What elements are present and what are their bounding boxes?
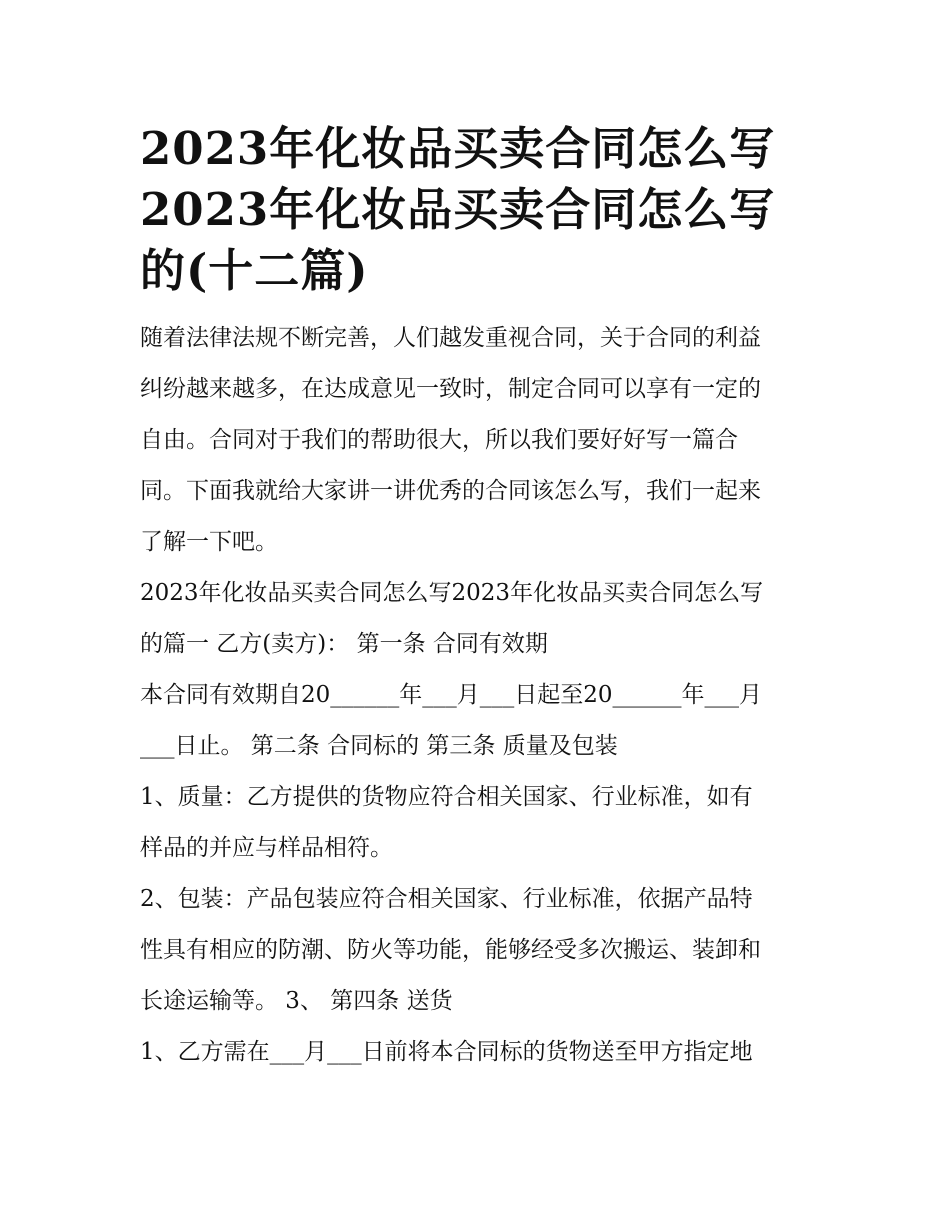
body-line: ___日止。 第二条 合同标的 第三条 质量及包装 <box>140 733 618 759</box>
body-line: 的篇一 乙方(卖方)： 第一条 合同有效期 <box>140 631 548 657</box>
body-line: 1、质量：乙方提供的货物应符合相关国家、行业标准，如有 <box>140 784 753 810</box>
document-body <box>140 313 820 1078</box>
document-title <box>140 118 820 301</box>
title-line: 的(十二篇) <box>140 244 369 297</box>
body-line: 纠纷越来越多，在达成意见一致时，制定合同可以享有一定的 <box>140 376 761 402</box>
body-line: 1、乙方需在___月___日前将本合同标的货物送至甲方指定地 <box>140 1039 753 1065</box>
title-line: 2023年化妆品买卖合同怎么写 <box>140 183 776 236</box>
body-line: 样品的并应与样品相符。 <box>140 835 393 861</box>
body-line: 本合同有效期自20______年___月___日起至20______年___月 <box>140 682 763 708</box>
body-line: 了解一下吧。 <box>140 529 278 555</box>
body-line: 随着法律法规不断完善，人们越发重视合同，关于合同的利益 <box>140 325 761 351</box>
title-line: 2023年化妆品买卖合同怎么写 <box>140 122 776 175</box>
body-line: 2023年化妆品买卖合同怎么写2023年化妆品买卖合同怎么写 <box>140 580 764 606</box>
body-line: 性具有相应的防潮、防火等功能，能够经受多次搬运、装卸和 <box>140 937 761 963</box>
document-page <box>140 118 820 1078</box>
body-line: 2、包装：产品包装应符合相关国家、行业标准，依据产品特 <box>140 886 753 912</box>
body-line: 自由。合同对于我们的帮助很大，所以我们要好好写一篇合 <box>140 427 738 453</box>
body-line: 长途运输等。 3、 第四条 送货 <box>140 988 453 1014</box>
body-line: 同。下面我就给大家讲一讲优秀的合同该怎么写，我们一起来 <box>140 478 761 504</box>
